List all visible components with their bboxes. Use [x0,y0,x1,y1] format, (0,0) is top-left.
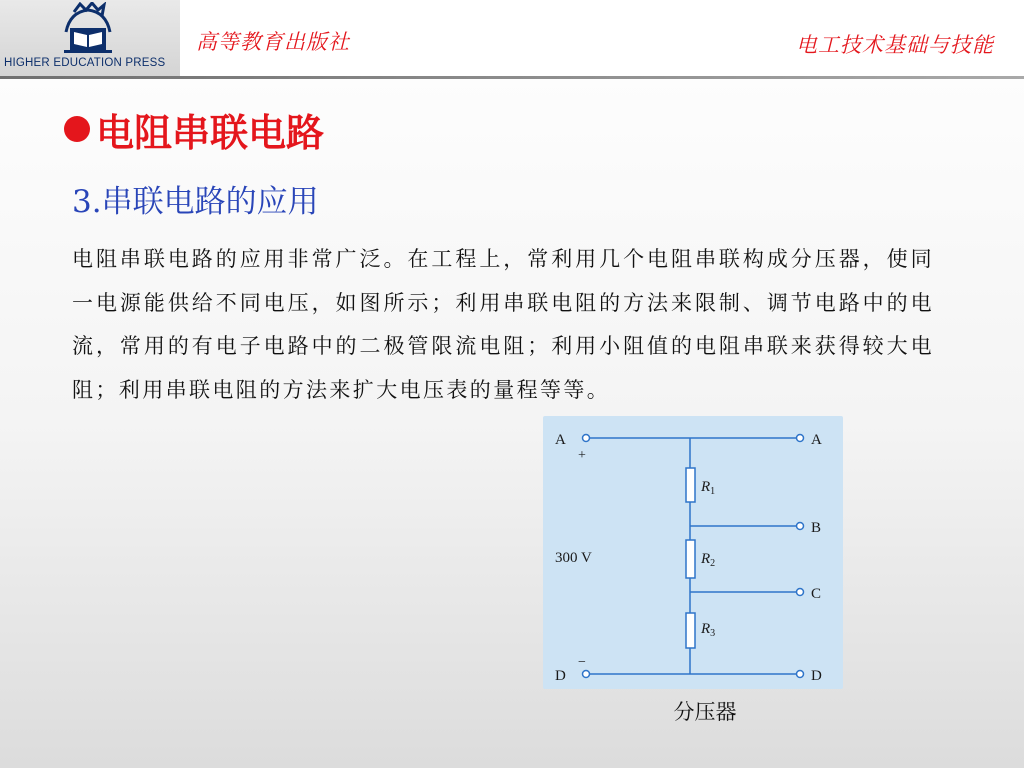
source-voltage-label: 300 V [555,550,592,566]
resistor-r1 [686,468,695,502]
subheading: 3.串联电路的应用 [72,184,319,220]
voltage-divider-circuit-diagram [543,416,843,689]
section-heading-text: 电阻串联电路 [96,111,325,155]
terminal-d-left [583,671,590,678]
terminal-label-a-right: A [811,432,822,448]
slide-header [0,0,1024,76]
header-divider [0,76,1024,79]
resistor-label-r3: $R_3$ [701,621,716,639]
publisher-logo [0,0,180,76]
terminal-a-right [797,435,804,442]
terminal-d-right [797,671,804,678]
press-name-english: HIGHER EDUCATION PRESS [4,57,166,69]
publisher-emblem-icon [56,2,120,54]
course-title: 电工技术基础与技能 [796,33,994,57]
resistor-label-r1: $R_1$ [701,479,716,497]
figure-caption: 分压器 [673,700,737,724]
resistor-label-r2: $R_2$ [701,551,716,569]
minus-sign: − [578,655,586,670]
terminal-a-left [583,435,590,442]
terminal-label-d-right: D [811,668,822,684]
terminal-label-b-right: B [811,520,822,536]
section-heading [64,102,324,157]
plus-sign: + [578,448,586,463]
resistor-r2 [686,540,695,578]
terminal-label-d-left: D [555,668,566,684]
terminal-label-a-left: A [555,432,566,448]
body-paragraph: 电阻串联电路的应用非常广泛。在工程上，常利用几个电阻串联构成分压器，使同一电源能供给不同电压，如图所示；利用串联电阻的方法来限制、调节电路中的电流，常用的有电子电路中的二极管限流电阻；利用小阻值的电阻串联来获得较大电阻；利用串联电阻的方法来扩大电压表的量程等等。 [72,247,934,402]
voltage-divider-figure [543,416,843,689]
terminal-b-right [797,523,804,530]
resistor-r3 [686,613,695,648]
terminal-c-right [797,589,804,596]
heading-bullet-icon [64,116,90,142]
publisher-name-chinese: 高等教育出版社 [196,30,350,54]
terminal-label-c-right: C [811,586,822,602]
